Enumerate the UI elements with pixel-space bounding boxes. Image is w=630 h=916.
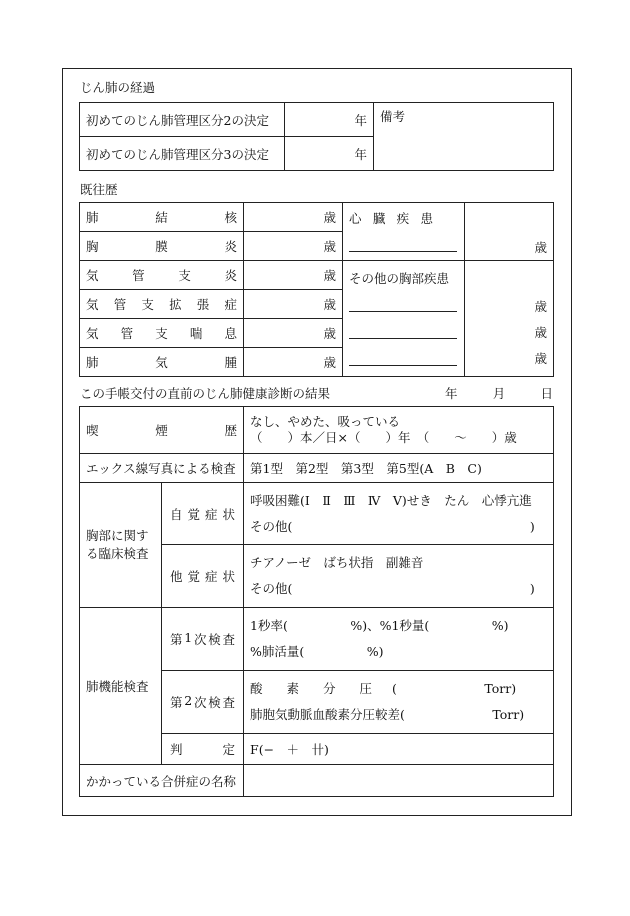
second-exam-char-4: 査 [222,695,236,710]
first-line2: %肺活量( %) [250,644,384,659]
disease-5-char-2: 腫 [224,355,237,370]
subjective-line2: その他( ) [250,518,535,534]
judgment-label [162,734,244,765]
smoking-line2: （ ）本／日×（ ）年 （ 〜 ）歳 [250,430,517,445]
disease-4-char-3: 喘 [189,326,203,341]
aado2-value: ( Torr) [400,707,525,722]
other-chest-ages [465,261,554,377]
disease-3-char-1: 管 [113,297,127,312]
heart-char-1: 臓 [372,211,386,226]
objective-line2: その他( ) [250,581,535,596]
second-exam-value[interactable] [244,671,554,734]
heart-char-3: 患 [420,211,433,226]
judgment-value[interactable]: F(− ＋ 卄) [244,734,554,765]
other-age-2[interactable]: 歳 [534,325,547,340]
subjective-char-0: 自 [170,506,183,522]
objective-line1: チアノーゼ ばち状指 副雑音 [250,555,424,570]
section-title-history: 既往歴 [80,182,118,197]
disease-0-char-0: 肺 [86,210,99,225]
subjective-char-1: 覚 [187,506,201,522]
disease-5-char-0: 肺 [86,355,99,370]
exam-table [79,406,554,797]
smoking-char-2: 歴 [224,423,238,438]
smoking-label [80,407,244,454]
age-pleurisy[interactable]: 歳 [244,232,343,261]
disease-5-char-1: 気 [155,355,168,370]
first-exam-char-3: 検 [208,632,221,647]
disease-0-char-2: 核 [224,210,237,225]
xray-value[interactable]: 第1型 第2型 第3型 第5型(A B C) [244,454,554,483]
disease-3-char-0: 気 [86,297,99,312]
subjective-line1: 呼吸困難(Ⅰ Ⅱ Ⅲ Ⅳ Ⅴ)せき たん 心悸亢進 [250,492,532,508]
disease-3-char-2: 支 [141,297,154,312]
age-tb[interactable]: 歳 [244,203,343,232]
class3-year[interactable]: 年 [285,137,374,171]
disease-4-char-1: 管 [120,326,134,341]
disease-emphysema [80,348,244,377]
complications-value[interactable] [244,765,554,797]
disease-3-char-4: 張 [196,297,210,312]
disease-2-char-1: 管 [132,268,145,283]
progress-table [79,102,554,171]
disease-2-char-0: 気 [86,268,99,283]
first-exam-label [162,608,244,671]
other-blank-2[interactable] [349,324,457,339]
o2-value: ( Torr) [392,681,517,696]
second-exam-label [162,671,244,734]
other-age-3[interactable]: 歳 [534,351,547,366]
disease-4-char-4: 息 [224,326,237,341]
complications-label: かかっている合併症の名称 [80,765,244,797]
disease-1-char-2: 炎 [224,239,237,254]
disease-asthma [80,319,244,348]
other-age-1[interactable]: 歳 [534,299,547,314]
second-exam-char-2: 次 [193,695,207,710]
objective-char-1: 覚 [187,569,201,584]
heart-cell [343,203,465,261]
date-day: 日 [540,386,553,401]
heart-char-2: 疾 [396,211,410,226]
section-title-exam: この手帳交付の直前のじん肺健康診断の結果 [80,386,331,401]
objective-label [162,545,244,608]
disease-bronchiectasis [80,290,244,319]
o2-label-char-0: 酸 [250,681,263,696]
disease-4-char-0: 気 [86,326,99,341]
class2-year[interactable]: 年 [285,103,374,137]
age-bronchitis[interactable]: 歳 [244,261,343,290]
disease-3-char-3: 拡 [169,297,182,312]
date-month: 月 [492,386,506,401]
objective-value[interactable] [244,545,554,608]
first-exam-char-4: 査 [222,632,236,647]
aado2-label: 肺胞気動脈血酸素分圧較差 [250,707,401,722]
disease-bronchitis [80,261,244,290]
smoking-char-0: 喫 [86,423,99,438]
smoking-line1: なし、やめた、吸っている [250,414,401,429]
xray-label: エックス線写真による検査 [80,454,244,483]
second-exam-char-3: 検 [208,695,221,710]
age-asthma[interactable]: 歳 [244,319,343,348]
disease-4-char-2: 支 [155,326,168,341]
section-title-progress: じん肺の経過 [80,80,156,95]
exam-date [445,384,553,402]
objective-char-3: 状 [222,569,236,584]
objective-char-2: 症 [205,569,218,584]
disease-1-char-1: 膜 [155,239,168,254]
notes-cell[interactable] [374,103,554,171]
smoking-value[interactable] [244,407,554,454]
judgment-char-0: 判 [170,742,183,757]
o2-label-char-1: 素 [286,681,300,696]
subjective-value[interactable] [244,483,554,545]
class2-label: 初めてのじん肺管理区分2の決定 [80,103,285,137]
disease-2-char-2: 支 [178,268,191,283]
disease-pleurisy [80,232,244,261]
first-exam-char-2: 次 [193,632,207,647]
other-blank-3[interactable] [349,351,457,366]
disease-0-char-1: 結 [155,210,168,225]
o2-label-char-2: 分 [322,681,336,696]
judgment-char-1: 定 [222,742,236,757]
heart-char-0: 心 [349,211,362,226]
heart-age[interactable]: 歳 [465,203,554,261]
disease-2-char-3: 炎 [224,268,237,283]
heart-blank[interactable] [349,237,457,252]
first-line1: 1秒率( %)、%1秒量( %) [250,618,509,633]
age-emphysema[interactable]: 歳 [244,348,343,377]
objective-char-0: 他 [170,569,183,584]
other-blank-1[interactable] [349,297,457,312]
disease-tb [80,203,244,232]
other-chest-cell [343,261,465,377]
second-exam-char-0: 第 [170,695,183,710]
disease-3-char-5: 症 [224,297,237,312]
other-chest-label: その他の胸部疾患 [349,271,450,286]
first-exam-value[interactable] [244,608,554,671]
history-table [79,202,554,377]
clinical-label: 胸部に関す る臨床検査 [80,483,162,608]
subjective-char-2: 症 [205,506,218,522]
subjective-label [162,483,244,545]
first-exam-char-0: 第 [170,632,183,647]
lung-function-label: 肺機能検査 [80,608,162,765]
first-exam-char-1: 1 [184,630,193,645]
smoking-char-1: 煙 [155,423,168,438]
o2-label-char-3: 圧 [359,681,372,696]
class3-label: 初めてのじん肺管理区分3の決定 [80,137,285,171]
age-bronchiectasis[interactable]: 歳 [244,290,343,319]
disease-1-char-0: 胸 [86,239,99,254]
subjective-char-3: 状 [222,506,236,522]
date-year: 年 [445,386,458,401]
second-exam-char-1: 2 [184,693,193,708]
notes-label: 備考 [380,109,406,124]
